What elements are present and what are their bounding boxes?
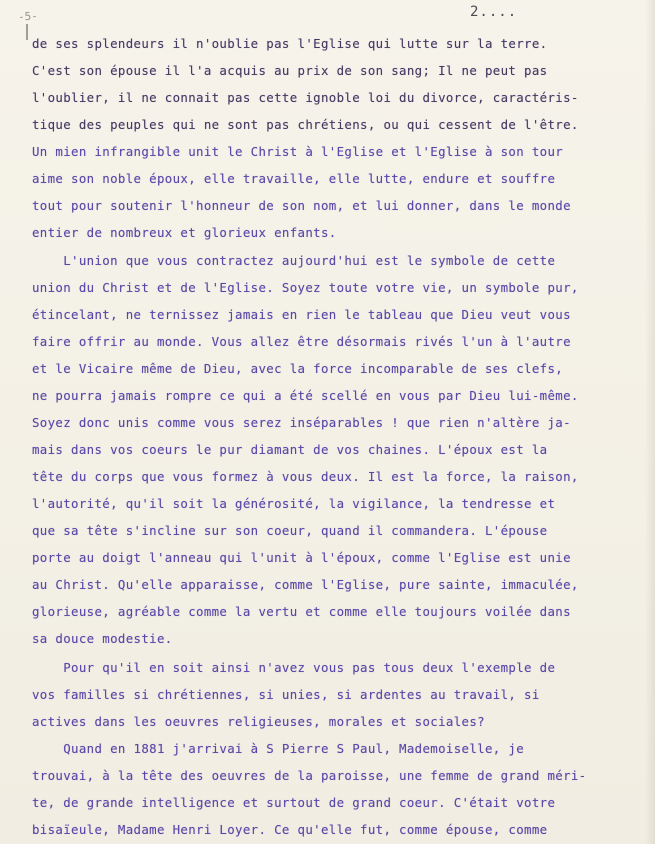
binder-mark [26, 24, 28, 40]
text-line: entier de nombreux et glorieux enfants. [32, 225, 337, 240]
text-line: aime son noble époux, elle travaille, elle lutte, endure et souffre [32, 171, 556, 186]
text-line: et le Vicaire même de Dieu, avec la force incomparable de ses clefs, [32, 361, 564, 376]
text-line: l'autorité, qu'il soit la générosité, la vigilance, la tendresse et [32, 496, 556, 511]
text-line: étincelant, ne ternissez jamais en rien le tableau que Dieu veut vous [32, 307, 571, 322]
text-line: actives dans les oeuvres religieuses, morales et sociales? [32, 714, 485, 729]
text-line: Soyez donc unis comme vous serez inséparables ! que rien n'altère ja- [32, 415, 571, 430]
text-line: Quand en 1881 j'arrivai à S Pierre S Paul, Mademoiselle, je [32, 741, 525, 756]
text-line: sa douce modestie. [32, 631, 173, 646]
text-line: union du Christ et de l'Eglise. Soyez toute votre vie, un symbole pur, [32, 280, 579, 295]
text-line: trouvai, à la tête des oeuvres de la paroisse, une femme de grand méri- [32, 768, 587, 783]
page-edge-shadow [645, 0, 655, 844]
text-line: glorieuse, agréable comme la vertu et comme elle toujours voilée dans [32, 604, 571, 619]
text-line: Pour qu'il en soit ainsi n'avez vous pas tous deux l'exemple de [32, 660, 556, 675]
corner-mark: -5- [17, 9, 39, 24]
text-line: L'union que vous contractez aujourd'hui est le symbole de cette [32, 253, 556, 268]
text-line: mais dans vos coeurs le pur diamant de vos chaines. L'époux est la [32, 442, 548, 457]
text-line: que sa tête s'incline sur son coeur, quand il commandera. L'épouse [32, 523, 548, 538]
text-line: de ses splendeurs il n'oublie pas l'Eglise qui lutte sur la terre. [32, 36, 548, 51]
text-line: tête du corps que vous formez à vous deux. Il est la force, la raison, [32, 469, 579, 484]
text-line: tique des peuples qui ne sont pas chrétiens, ou qui cessent de l'être. [32, 117, 579, 132]
text-line: tout pour soutenir l'honneur de son nom, et lui donner, dans le monde [32, 198, 571, 213]
text-line: ne pourra jamais rompre ce qui a été scellé en vous par Dieu lui-même. [32, 388, 579, 403]
text-line: porte au doigt l'anneau qui l'unit à l'époux, comme l'Eglise est unie [32, 550, 571, 565]
text-line: faire offrir au monde. Vous allez être désormais rivés l'un à l'autre [32, 334, 571, 349]
text-line: au Christ. Qu'elle apparaisse, comme l'Eglise, pure sainte, immaculée, [32, 577, 579, 592]
text-line: te, de grande intelligence et surtout de grand coeur. C'était votre [32, 795, 556, 810]
page-number: 2.... [470, 4, 518, 20]
text-line: Un mien infrangible unit le Christ à l'Eglise et l'Eglise à son tour [32, 144, 564, 159]
text-line: bisaïeule, Madame Henri Loyer. Ce qu'elle fut, comme épouse, comme [32, 822, 548, 837]
text-line: C'est son épouse il l'a acquis au prix de son sang; Il ne peut pas [32, 63, 548, 78]
text-line: l'oublier, il ne connait pas cette ignoble loi du divorce, caractéris- [32, 90, 579, 105]
text-line: vos familles si chrétiennes, si unies, si ardentes au travail, si [32, 687, 540, 702]
